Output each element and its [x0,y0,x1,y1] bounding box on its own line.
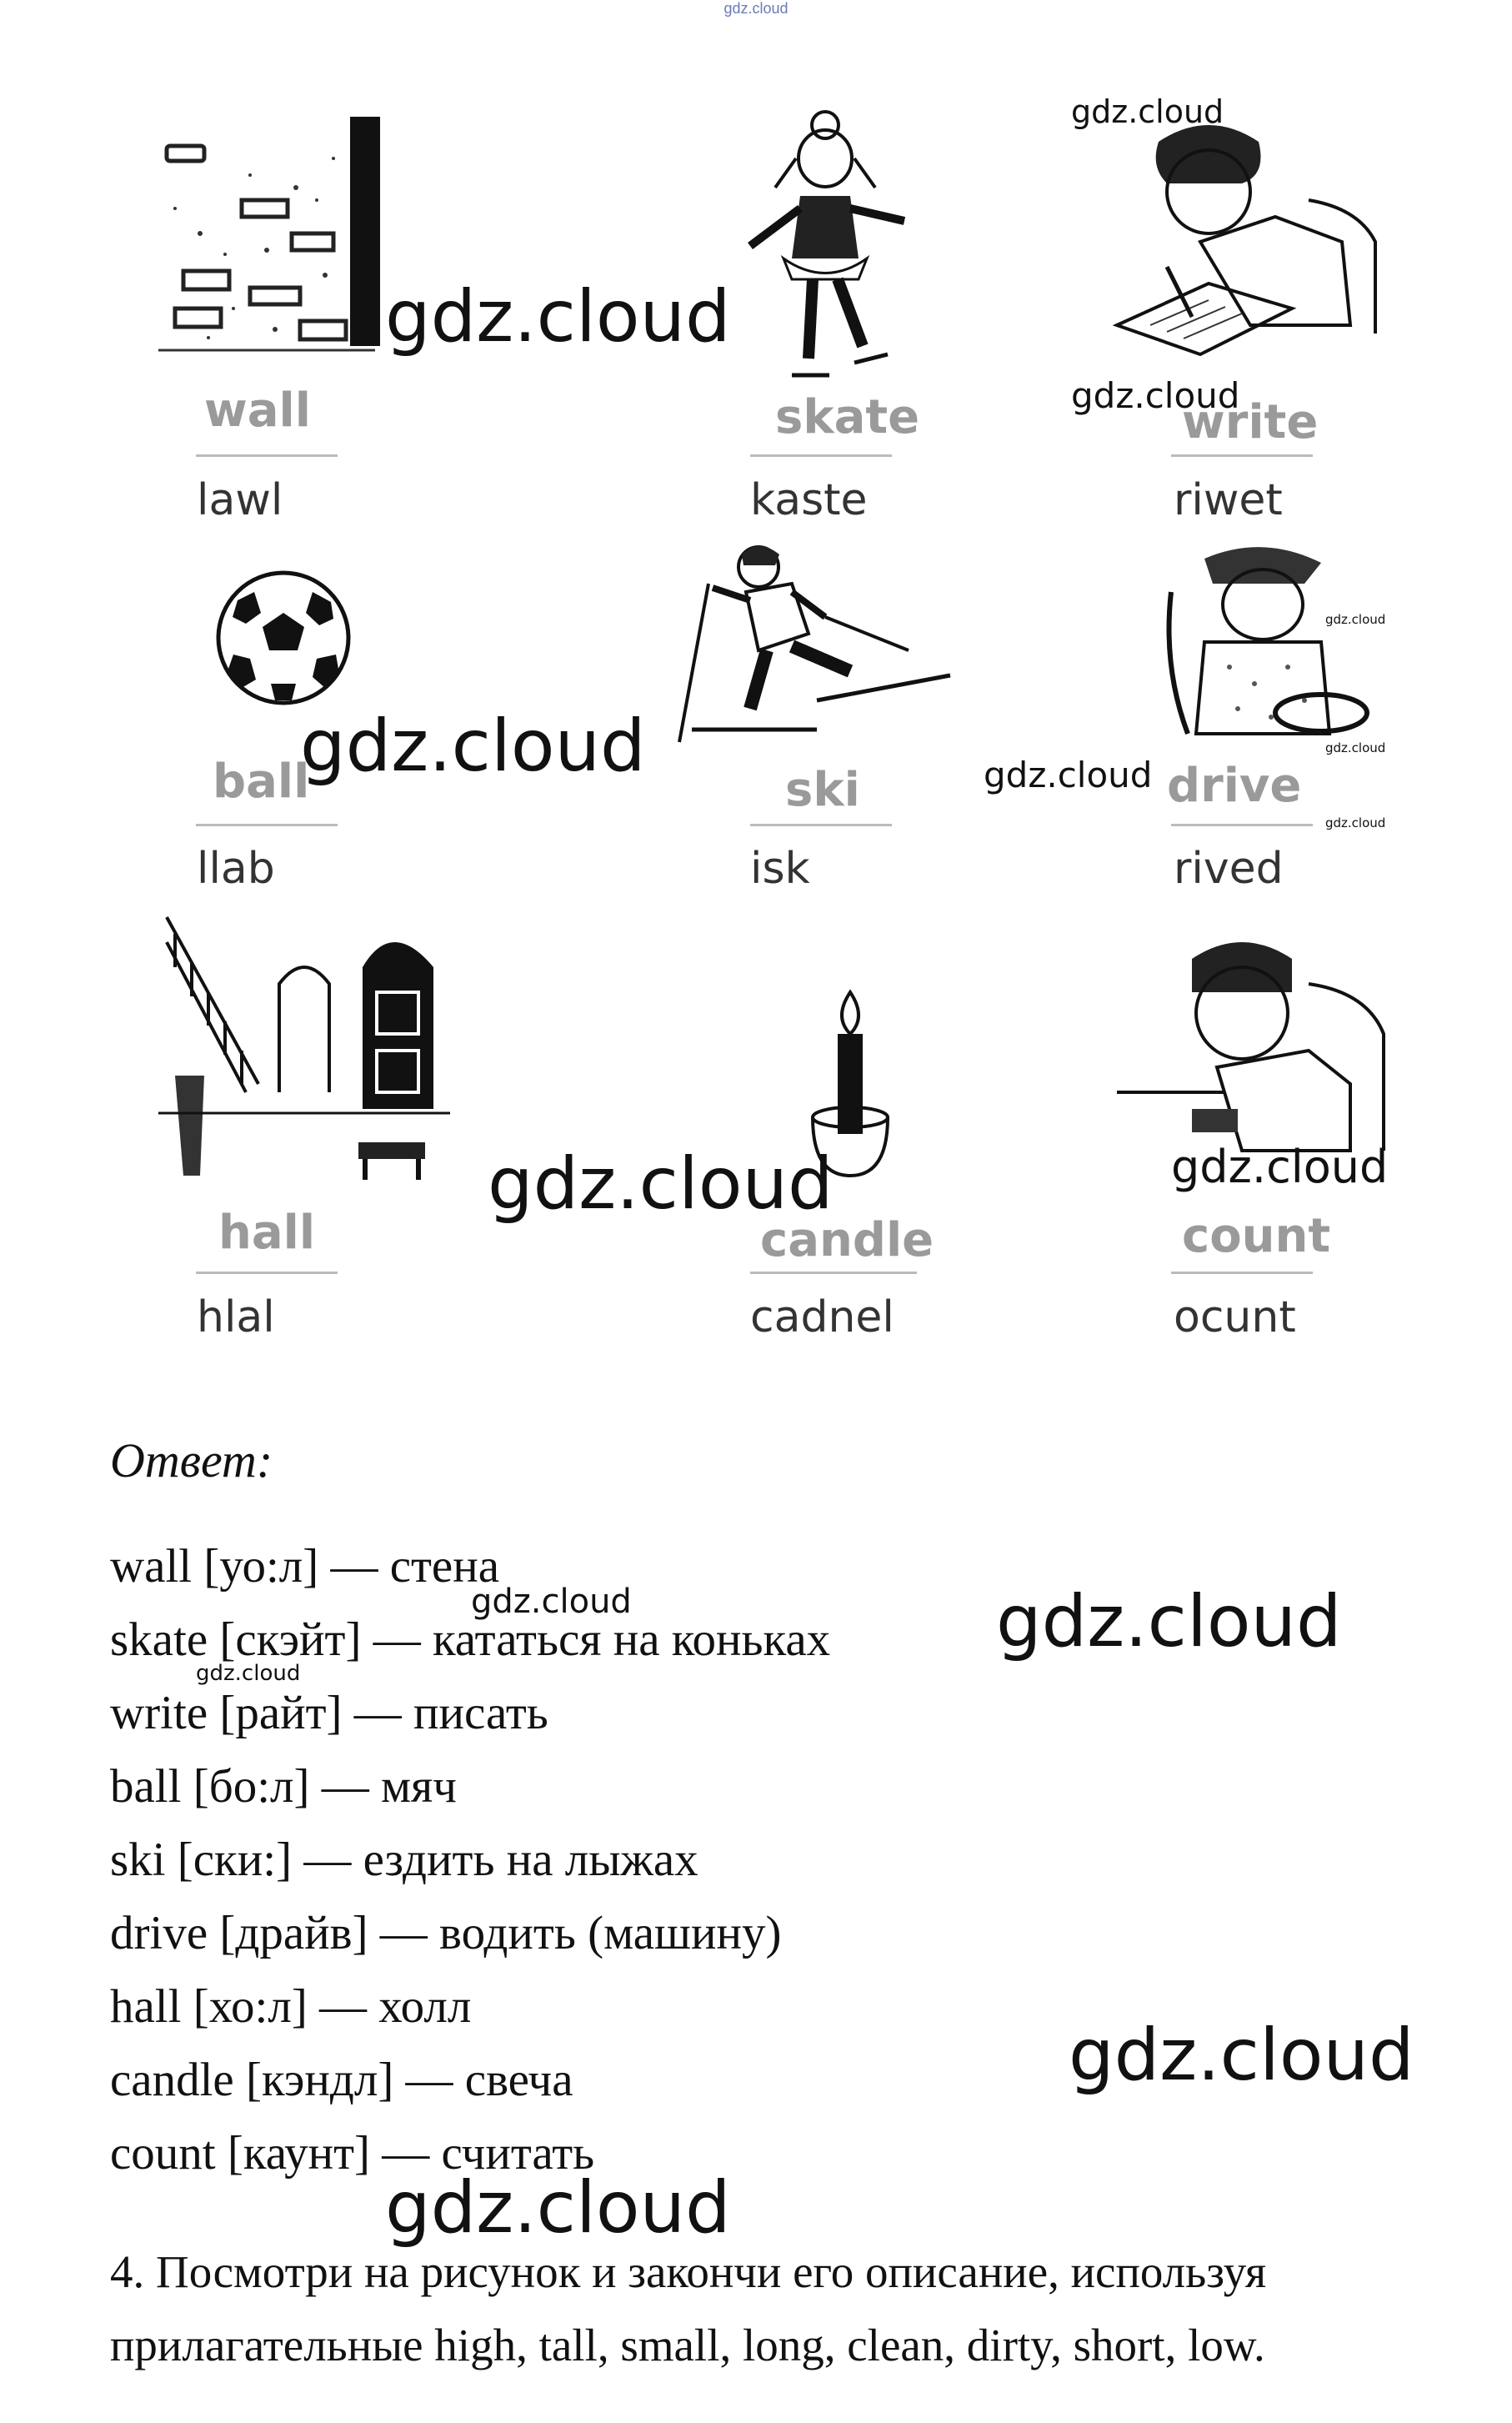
watermark: gdz.cloud [471,1583,632,1621]
answer-line [1171,1272,1313,1274]
scrambled-wall: lawl [197,475,283,525]
answer-line-item: hall [хо:л] — холл [110,1980,472,2033]
top-watermark: gdz.cloud [723,0,789,17]
boy-driving-illustration [1154,542,1371,742]
watermark: gdz.cloud [196,1661,301,1686]
answer-heading: Ответ: [110,1433,273,1487]
watermark: gdz.cloud [1071,93,1224,130]
answer-line-item: ball [бо:л] — мяч [110,1760,457,1813]
answer-line [1171,824,1313,826]
watermark: gdz.cloud [300,705,646,788]
watermark: gdz.cloud [1071,375,1240,416]
watermark: gdz.cloud [984,755,1153,795]
answer-line [750,1272,917,1274]
watermark: gdz.cloud [385,275,731,359]
word-ski: ski [785,763,860,817]
answer-line [196,454,338,457]
answer-line-item: candle [кэндл] — свеча [110,2054,573,2106]
answer-line [1171,454,1313,457]
answer-line [196,1272,338,1274]
answer-line [750,454,892,457]
watermark: gdz.cloud [1325,612,1386,627]
scrambled-hall: hlal [197,1292,275,1342]
word-candle: candle [760,1213,934,1267]
skater-illustration [717,100,925,392]
answer-line-item: count [каунт] — считать [110,2127,595,2180]
scrambled-ski: isk [750,844,810,894]
task-text-line-2: прилагательные high, tall, small, long, clean, dirty, short, low. [110,2320,1265,2370]
answer-line-item: wall [уо:л] — стена [110,1540,500,1593]
skier-illustration [667,542,967,750]
scrambled-write: riwet [1174,475,1283,525]
watermark: gdz.cloud [488,1142,834,1226]
task-text-line-1: 4. Посмотри на рисунок и закончи его описание, используя [110,2246,1267,2297]
boy-counting-illustration [1100,934,1400,1167]
word-write: write [1182,395,1319,449]
answer-line-item: ski [ски:] — ездить на лыжах [110,1834,698,1886]
wall-illustration [150,108,400,359]
word-ball: ball [213,755,310,809]
watermark: gdz.cloud [1171,1141,1389,1193]
answer-line [196,824,338,826]
answer-line-item: drive [драйв] — водить (машину) [110,1907,782,1959]
scrambled-ball: llab [197,844,275,894]
scrambled-count: ocunt [1174,1292,1296,1342]
watermark: gdz.cloud [996,1580,1342,1663]
watermark: gdz.cloud [385,2166,731,2250]
answer-line [750,824,892,826]
hall-illustration [158,909,450,1192]
word-skate: skate [775,390,920,444]
word-wall: wall [204,384,311,438]
word-hall: hall [218,1206,316,1260]
watermark: gdz.cloud [1325,740,1386,755]
scrambled-skate: kaste [750,475,868,525]
boy-writing-illustration [1075,117,1392,367]
answer-line-item: write [райт] — писать [110,1687,548,1739]
scrambled-candle: cadnel [750,1292,894,1342]
word-drive: drive [1167,759,1302,813]
word-count: count [1182,1209,1331,1263]
football-illustration [213,567,354,709]
answer-line-item: skate [скэйт] — кататься на коньках [110,1613,831,1666]
scrambled-drive: rived [1174,844,1284,894]
watermark: gdz.cloud [1069,2014,1414,2097]
watermark: gdz.cloud [1325,815,1386,830]
